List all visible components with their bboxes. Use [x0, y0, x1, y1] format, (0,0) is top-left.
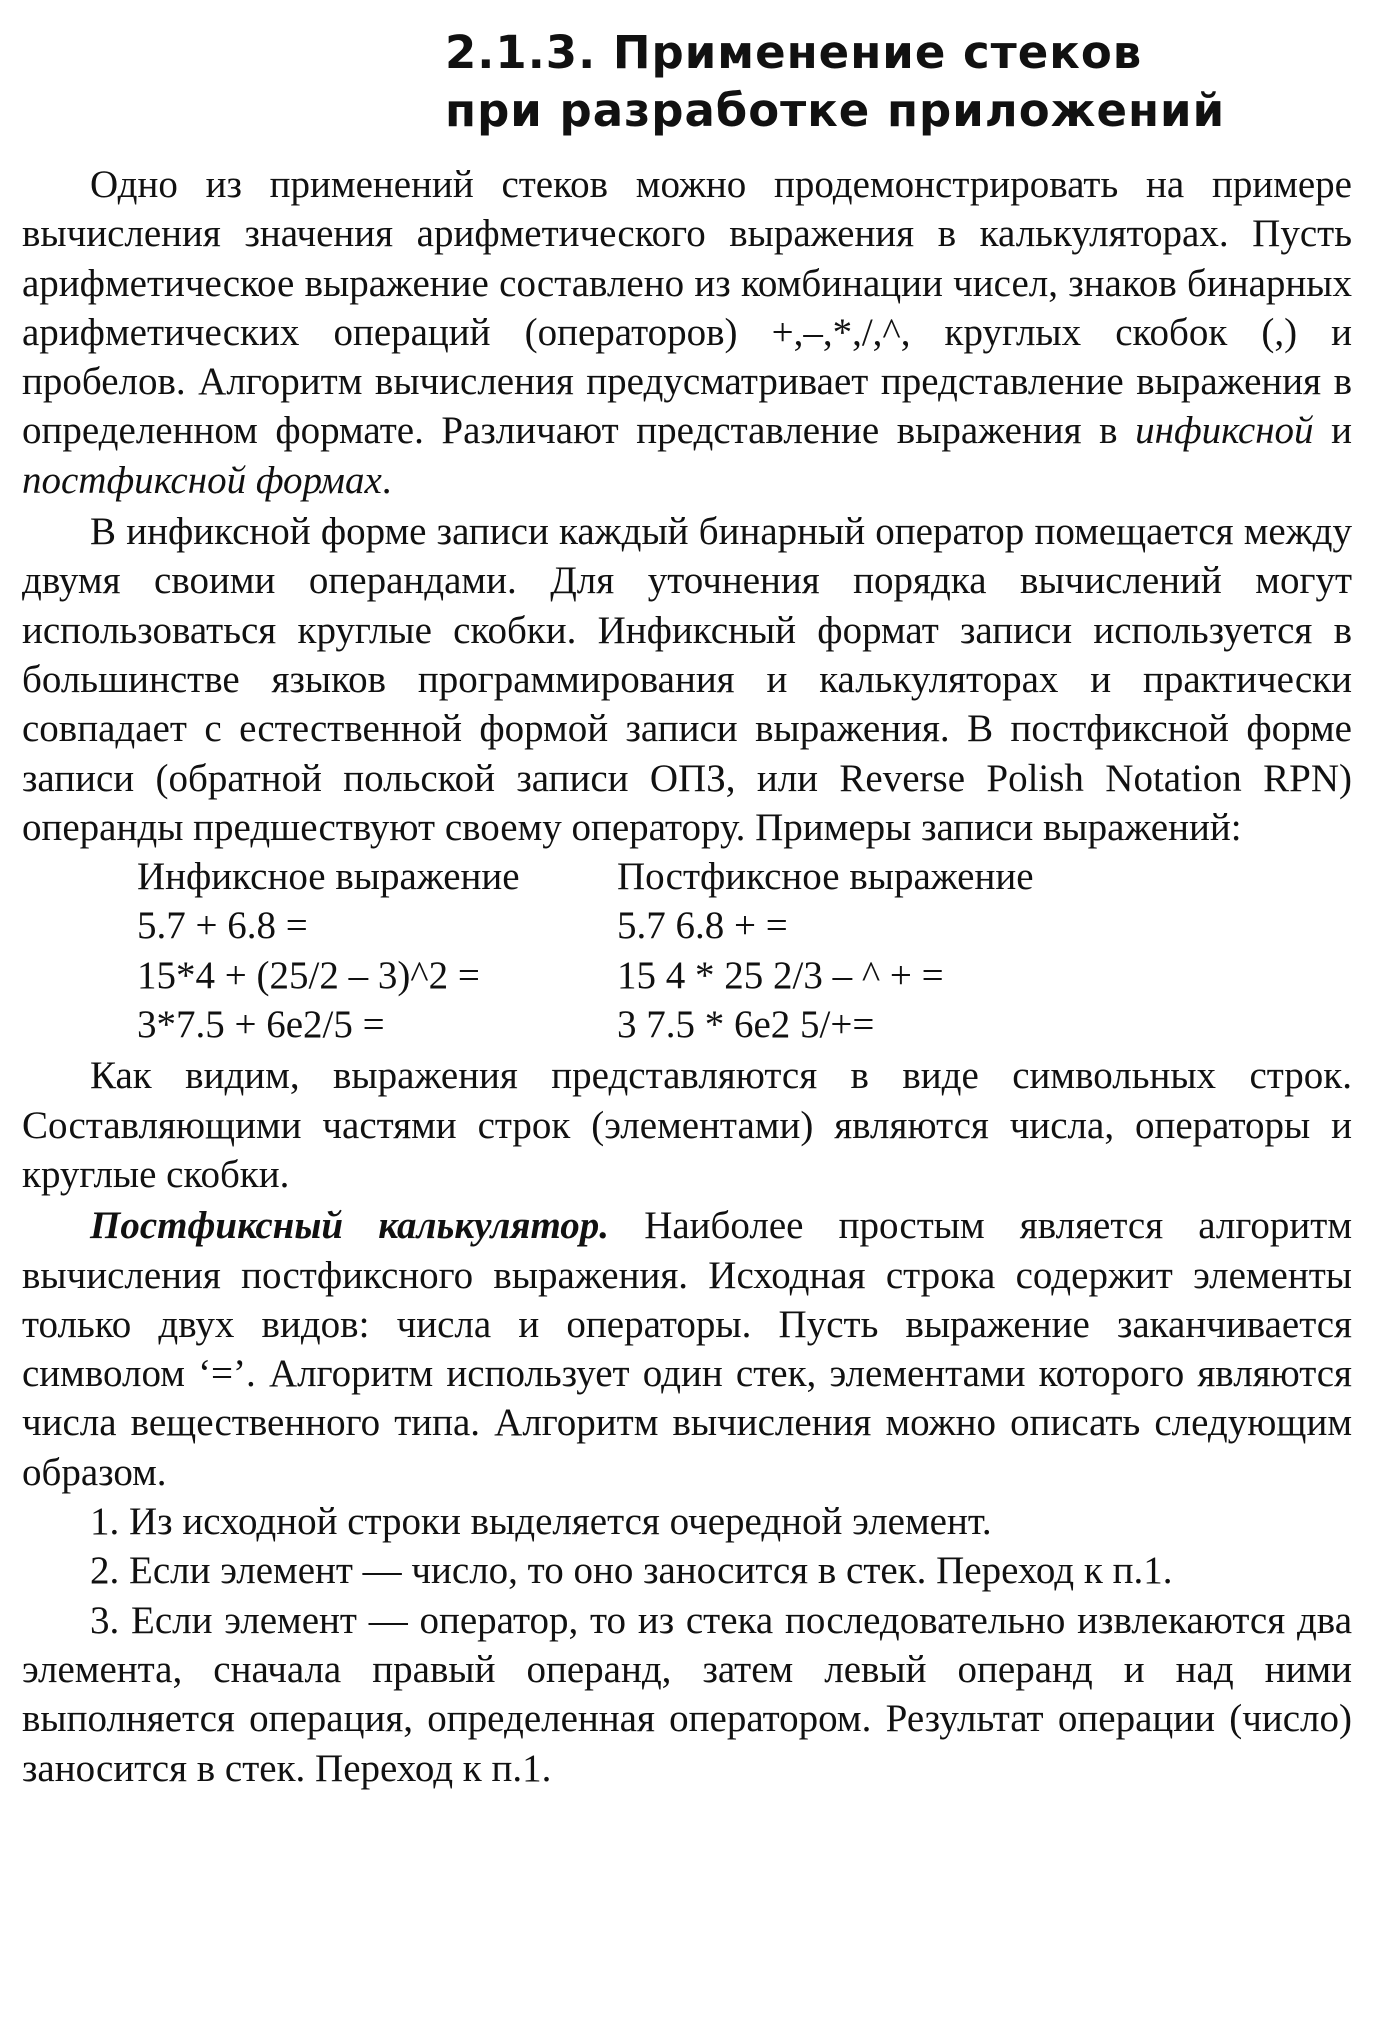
example-infix: 5.7 + 6.8 = [137, 904, 308, 948]
term-infix: инфиксной [1135, 409, 1314, 453]
example-row [22, 1000, 1352, 1049]
section-heading-line-2: при разработке приложений [445, 84, 1226, 137]
section-heading-line-1: 2.1.3. Применение стеков [445, 26, 1143, 79]
algorithm-step: 2. Если элемент — число, то оно заносится в стек. Переход к п.1. [90, 1549, 1173, 1593]
example-infix: 15*4 + (25/2 – 3)^2 = [137, 953, 480, 997]
example-infix: 3*7.5 + 6e2/5 = [137, 1003, 385, 1047]
postfix-calculator-text: Наиболее простым является алгоритм вычисления постфиксного выражения. Исходная строка содержит элементы только двух видов: числа и операторы. Пусть выражение заканчивается символом ‘=’. Алгоритм использует один стек, элементами которого являются числа вещественного типа. Алгоритм вычисления можно описать следующим образом. [22, 1204, 1352, 1494]
example-postfix: 15 4 * 25 2/3 – ^ + = [617, 953, 944, 997]
example-postfix: 3 7.5 * 6e2 5/+= [617, 1003, 875, 1047]
paragraph-postfix-calculator [22, 1201, 1352, 1497]
algorithm-step: 3. Если элемент — оператор, то из стека последовательно извлекаются два элемента, сначала правый операнд, затем левый операнд и над ними выполняется операция, определенная оператором. Результат операции (число) заносится в стек. Переход к п.1. [22, 1598, 1352, 1790]
example-row [22, 901, 1352, 950]
paragraph-strings: Как видим, выражения представляются в виде символьных строк. Составляющими частями строк (элементами) являются числа, операторы и круглые скобки. [22, 1054, 1352, 1196]
examples-header-row [22, 852, 1352, 901]
paragraph-intro [22, 160, 1352, 505]
example-row [22, 951, 1352, 1000]
section-heading [445, 24, 1225, 140]
paragraph-infix-postfix: В инфиксной форме записи каждый бинарный оператор помещается между двумя своими операндами. Для уточнения порядка вычислений могут использоваться круглые скобки. Инфиксный формат записи используется в большинстве языков программирования и калькуляторах и практически совпадает с естественной формой записи выражения. В постфиксной форме записи (обратной польской записи ОПЗ, или Reverse Polish Notation RPN) операнды предшествуют своему оператору. Примеры записи выражений: [22, 510, 1352, 849]
example-postfix: 5.7 6.8 + = [617, 904, 788, 948]
header-postfix: Постфиксное выражение [617, 855, 1034, 899]
header-infix: Инфиксное выражение [137, 855, 520, 899]
algorithm-step: 1. Из исходной строки выделяется очередной элемент. [90, 1500, 992, 1544]
sentence-end: . [381, 458, 392, 502]
examples-table [22, 852, 1352, 1049]
postfix-calculator-lead: Постфиксный калькулятор. [90, 1204, 610, 1248]
body-text [22, 160, 1352, 1793]
paragraph-intro-text: Одно из применений стеков можно продемонстрировать на примере вычисления значения арифметического выражения в калькуляторах. Пусть арифметическое выражение составлено из комбинации чисел, знаков бинарных арифметических операций (операторов) +,–,*,/,^, круглых скобок (,) и пробелов. Алгоритм вычисления предусматривает представление выражения в определенном формате. Различают представление выражения в [22, 163, 1352, 453]
conjunction: и [1313, 409, 1352, 453]
term-postfix: постфиксной формах [22, 458, 382, 502]
